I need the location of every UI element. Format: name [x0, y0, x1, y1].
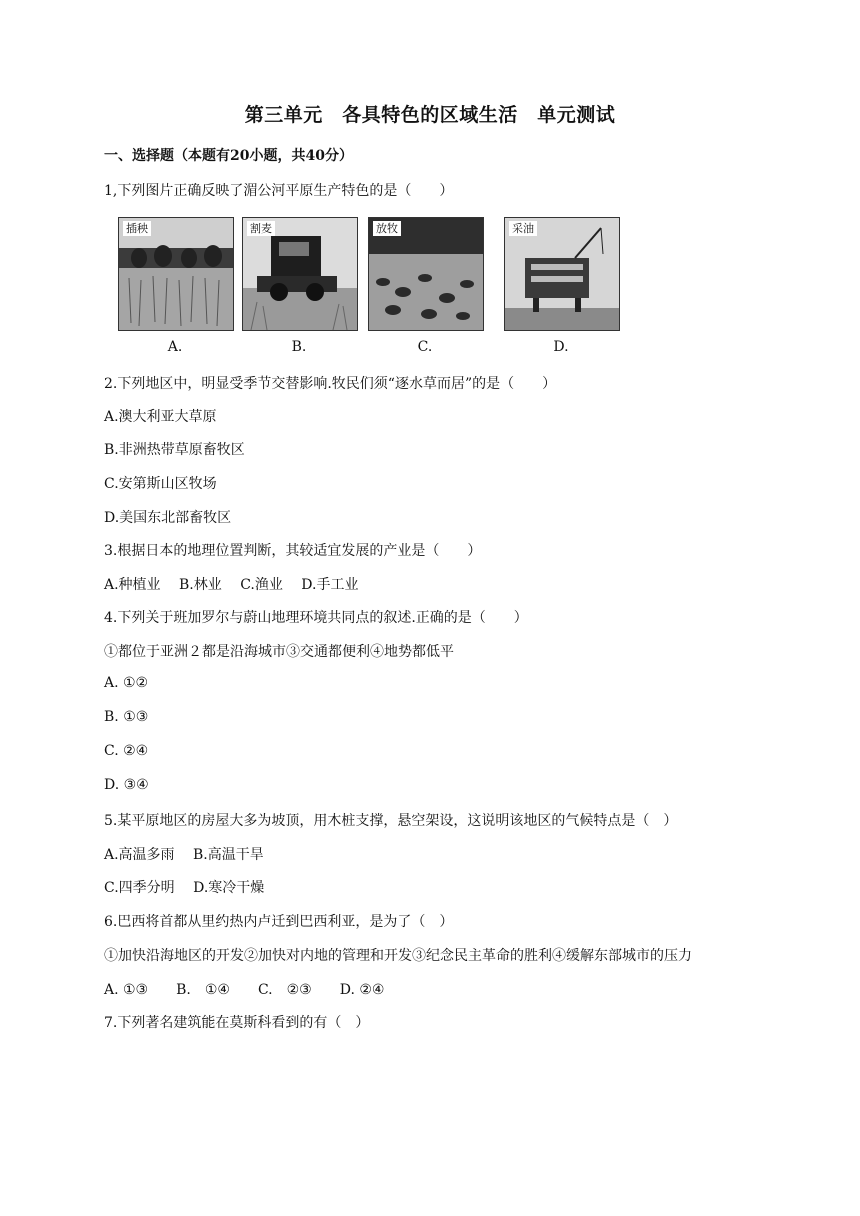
question-4-option-c: C. ②④ [104, 743, 149, 759]
question-4-stem: 4.下列关于班加罗尔与蔚山地理环境共同点的叙述.正确的是（ ） [104, 610, 528, 626]
grazing-photo [368, 217, 484, 331]
option-caption: A. [167, 339, 183, 355]
question-4-statement: ①都位于亚洲２都是沿海城市③交通都便利④地势都低平 [104, 644, 454, 660]
question-2-option-c: C.安第斯山区牧场 [104, 476, 217, 492]
option-caption: D. [553, 339, 569, 355]
rice-planting-photo [118, 217, 234, 331]
question-2-option-a: A.澳大利亚大草原 [104, 409, 217, 425]
question-5-stem: 5.某平原地区的房屋大多为坡顶，用木桩支撑，悬空架设，这说明该地区的气候特点是（ ） [104, 813, 678, 829]
question-3-stem: 3.根据日本的地理位置判断，其较适宜发展的产业是（ ） [104, 543, 482, 559]
page-title: 第三单元 各具特色的区域生活 单元测试 [244, 104, 616, 126]
photo-label: 插秧 [123, 221, 151, 236]
question-6-stem: 6.巴西将首都从里约热内卢迁到巴西利亚，是为了（ ） [104, 914, 454, 930]
question-4-option-a: A. ①② [104, 675, 149, 691]
question-7-stem: 7.下列著名建筑能在莫斯科看到的有（ ） [104, 1015, 370, 1031]
question-5-options-row-1: A.高温多雨 B.高温干旱 [104, 847, 264, 863]
question-5-options-row-2: C.四季分明 D.寒冷干燥 [104, 880, 265, 896]
question-1-images [118, 217, 618, 357]
wheat-harvester-photo [242, 217, 358, 331]
section-heading: 一、选择题（本题有20小题，共40分） [104, 148, 353, 164]
photo-label: 割麦 [247, 221, 275, 236]
question-2-stem: 2.下列地区中，明显受季节交替影响.牧民们须“逐水草而居”的是（ ） [104, 376, 557, 392]
option-caption: B. [291, 339, 307, 355]
option-caption: C. [417, 339, 433, 355]
question-4-option-d: D. ③④ [104, 777, 149, 793]
oil-platform-photo [504, 217, 620, 331]
question-4-option-b: B. ①③ [104, 709, 149, 725]
question-2-option-b: B.非洲热带草原畜牧区 [104, 442, 245, 458]
question-1-stem: 1,下列图片正确反映了湄公河平原生产特色的是（ ） [104, 183, 454, 199]
question-3-options: A.种植业 B.林业 C.渔业 D.手工业 [104, 577, 359, 593]
question-2-option-d: D.美国东北部畜牧区 [104, 510, 232, 526]
photo-label: 采油 [509, 221, 537, 236]
question-6-statement: ①加快沿海地区的开发②加快对内地的管理和开发③纪念民主革命的胜利④缓解东部城市的压力 [104, 948, 692, 964]
photo-label: 放牧 [373, 221, 401, 236]
question-6-options: A. ①③ B. ①④ C. ②③ D. ②④ [104, 982, 385, 998]
